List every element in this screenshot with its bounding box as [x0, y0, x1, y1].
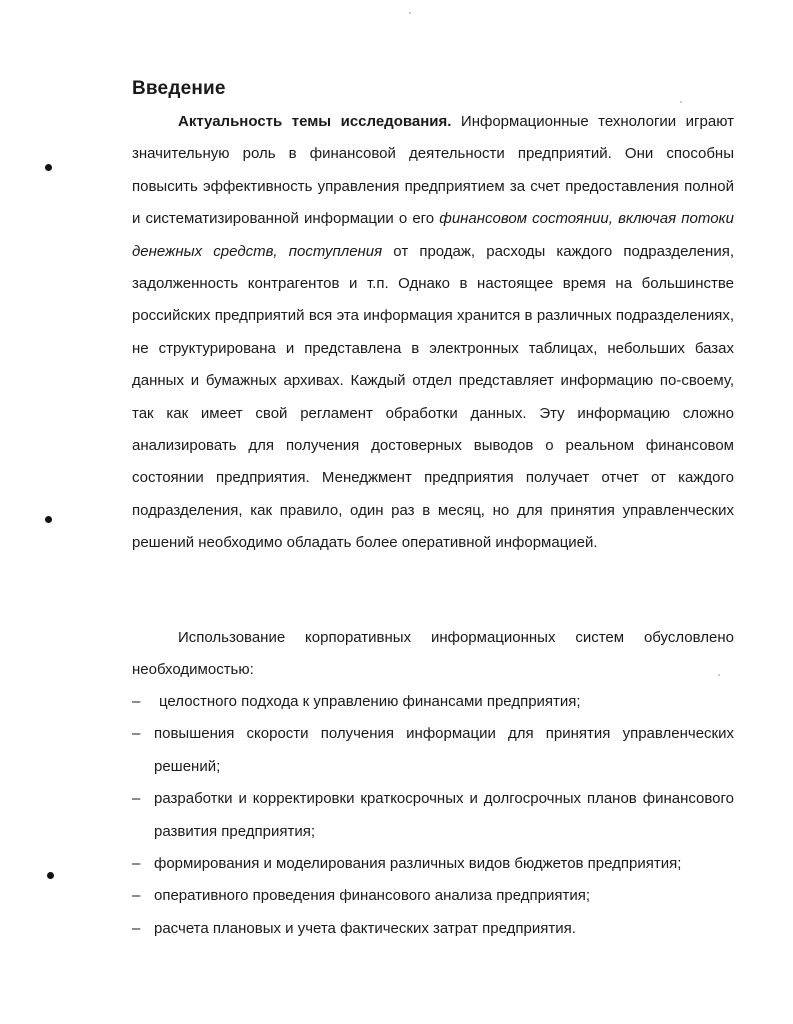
list-marker: – — [132, 790, 141, 808]
list-item — [132, 686, 734, 718]
list-item — [132, 880, 734, 912]
list-marker: – — [132, 919, 141, 937]
scan-speck — [680, 101, 682, 103]
list-item — [132, 718, 734, 783]
paragraph-usage — [132, 622, 734, 687]
list-marker: – — [132, 855, 141, 873]
binder-hole-mark — [45, 516, 52, 523]
list-marker: – — [132, 887, 141, 905]
list-marker: – — [132, 693, 141, 710]
binder-hole-mark — [47, 872, 54, 879]
list-item-text: формирования и моделирования различных видов бюджетов предприятия; — [154, 855, 682, 873]
section-heading: Введение — [132, 78, 226, 99]
list-item-text: целостного подхода к управлению финансами предприятия; — [159, 693, 581, 710]
paragraph-relevance — [132, 106, 734, 560]
list-item-text: расчета плановых и учета фактических затрат предприятия. — [154, 919, 576, 937]
list-item — [132, 848, 734, 880]
list-item-text: разработки и корректировки краткосрочных и долгосрочных планов финансового развития предприятия; — [154, 790, 734, 840]
list-item — [132, 913, 734, 945]
paragraph-text: Информационные технологии играют значительную роль в финансовой деятельности предприятий. Они способны повысить эффективность управления предприятием за счет предоставления полной и систематизированной информации о его — [132, 113, 734, 228]
list-item — [132, 783, 734, 848]
list-item-text: оперативного проведения финансового анализа предприятия; — [154, 887, 590, 905]
list-item-text: повышения скорости получения информации для принятия управленческих решений; — [154, 725, 734, 775]
paragraph-lead: Актуальность темы исследования. — [178, 113, 452, 130]
necessity-list — [132, 686, 734, 945]
paragraph-text: Использование корпоративных информационных систем обусловлено необходимостью: — [132, 629, 734, 679]
paragraph-italic-text: финансовом состоянии, включая потоки денежных средств, поступления — [132, 210, 734, 260]
binder-hole-mark — [45, 164, 52, 171]
paragraph-text: от продаж, расходы каждого подразделения, задолженность контрагентов и т.п. Однако в настоящее время на большинстве российских предприятий вся эта информация хранится в различных подразделениях, не структурирована и представлена в электронных таблицах, небольших базах данных и бумажных архивах. Каждый отдел представляет информацию по-своему, так как имеет свой регламент обработки данных. Эту информацию сложно анализировать для получения достоверных выводов о реальном финансовом состоянии предприятия. Менеджмент предприятия получает отчет от каждого подразделения, как правило, один раз в месяц, но для принятия управленческих решений необходимо обладать более оперативной информацией. — [132, 242, 734, 552]
list-marker: – — [132, 725, 141, 743]
scan-speck — [409, 12, 411, 14]
